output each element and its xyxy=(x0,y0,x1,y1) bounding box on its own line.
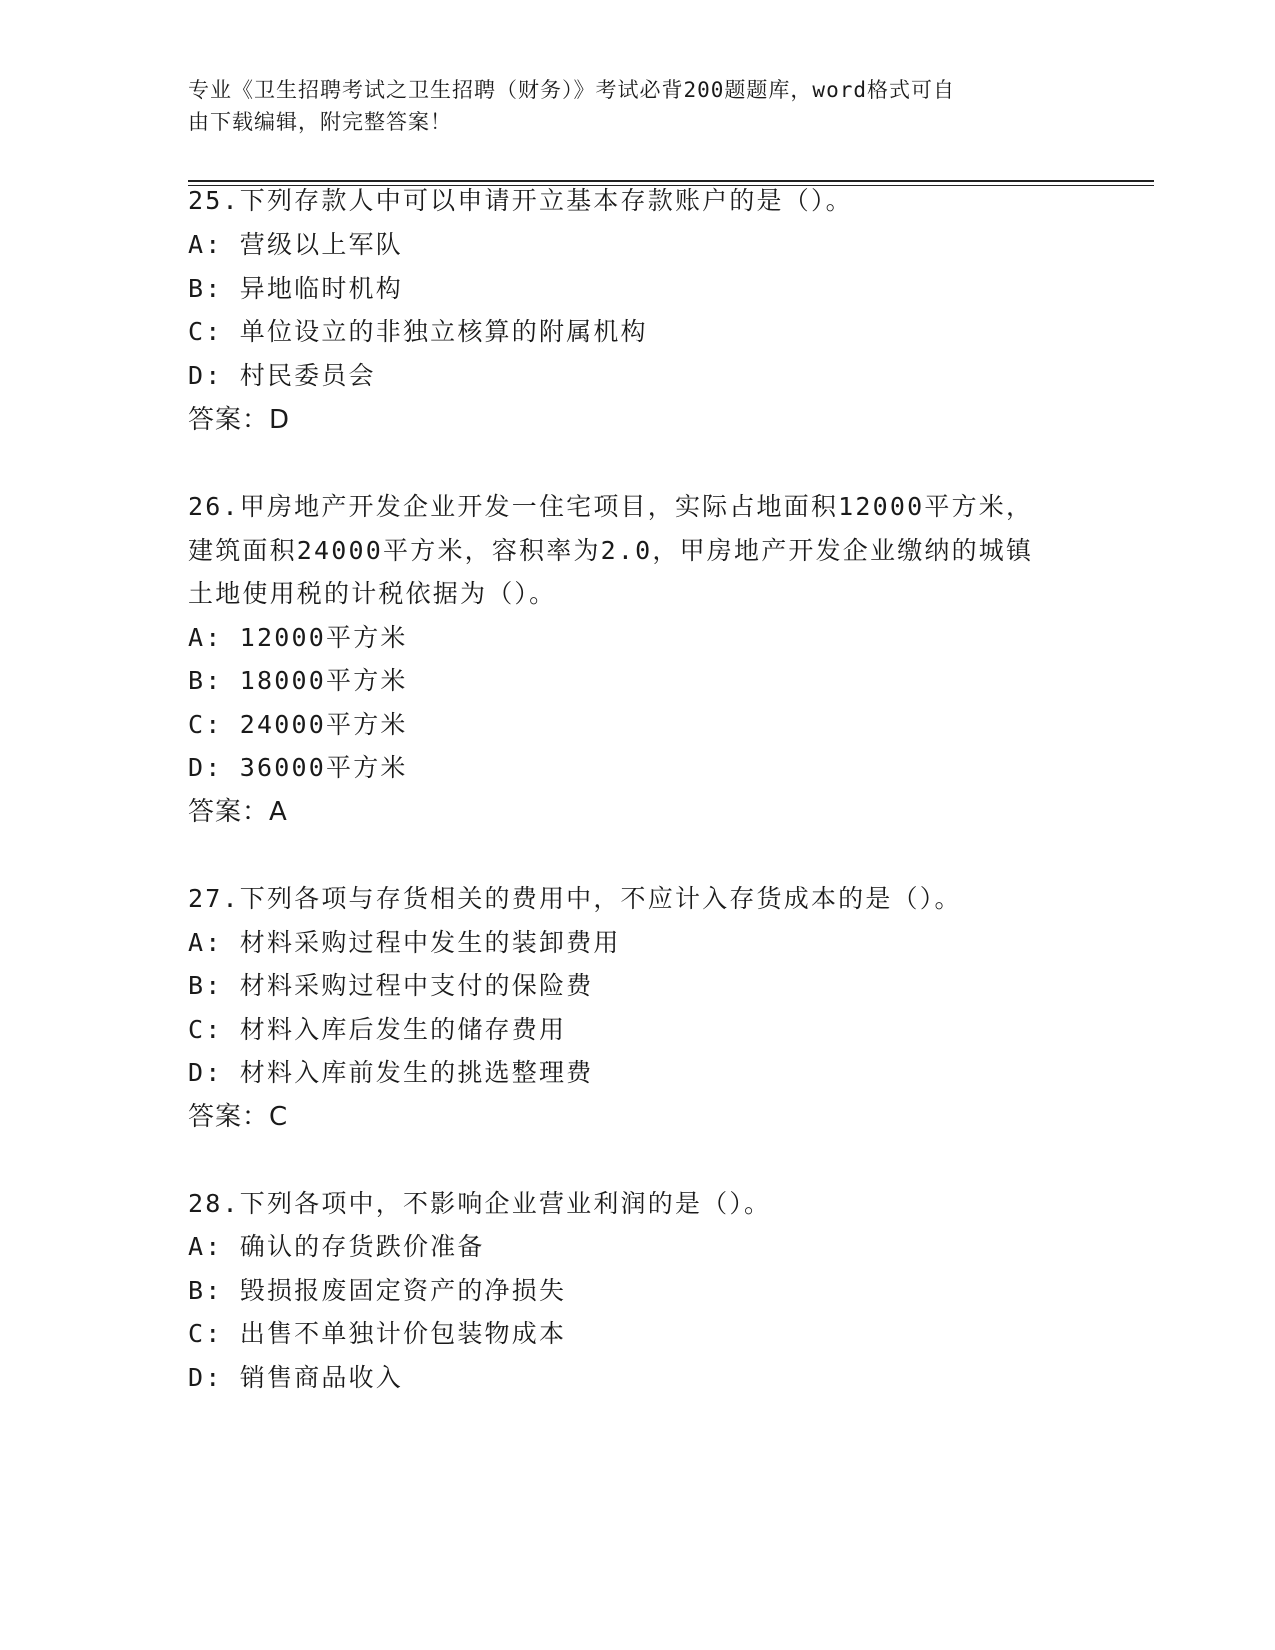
question-26-stem-line-3: 土地使用税的计税依据为（）。 xyxy=(188,579,557,608)
question-27-option-d: D: 材料入库前发生的挑选整理费 xyxy=(188,1058,594,1087)
question-25-answer: 答案：D xyxy=(188,405,291,435)
question-28-stem: 28.下列各项中，不影响企业营业利润的是（）。 xyxy=(188,1189,772,1218)
question-26-stem-line-2: 建筑面积24000平方米，容积率为2.0，甲房地产开发企业缴纳的城镇 xyxy=(188,536,1034,565)
question-26-option-b: B: 18000平方米 xyxy=(188,666,408,695)
question-28-option-c: C: 出售不单独计价包装物成本 xyxy=(188,1319,567,1348)
question-25-stem: 25.下列存款人中可以申请开立基本存款账户的是（）。 xyxy=(188,186,853,215)
question-27-option-b: B: 材料采购过程中支付的保险费 xyxy=(188,971,594,1000)
question-26-stem-line-1: 26.甲房地产开发企业开发一住宅项目，实际占地面积12000平方米， xyxy=(188,492,1034,521)
question-26-option-c: C: 24000平方米 xyxy=(188,710,408,739)
question-27-stem: 27.下列各项与存货相关的费用中，不应计入存货成本的是（）。 xyxy=(188,884,962,913)
question-25-option-a: A: 营级以上军队 xyxy=(188,230,403,259)
header-line-2: 由下载编辑，附完整答案！ xyxy=(188,110,452,134)
question-27-option-c: C: 材料入库后发生的储存费用 xyxy=(188,1015,567,1044)
header-line-1: 专业《卫生招聘考试之卫生招聘（财务）》考试必背200题题库，word格式可自 xyxy=(188,78,955,102)
question-26-option-d: D: 36000平方米 xyxy=(188,753,408,782)
question-25-option-b: B: 异地临时机构 xyxy=(188,274,403,303)
question-28-option-d: D: 销售商品收入 xyxy=(188,1363,403,1392)
header-divider-top xyxy=(188,180,1154,182)
document-header xyxy=(188,74,1068,138)
question-27-answer: 答案：C xyxy=(188,1102,289,1132)
question-26-option-a: A: 12000平方米 xyxy=(188,623,408,652)
question-27-option-a: A: 材料采购过程中发生的装卸费用 xyxy=(188,928,621,957)
question-28-option-b: B: 毁损报废固定资产的净损失 xyxy=(188,1276,567,1305)
question-28-option-a: A: 确认的存货跌价准备 xyxy=(188,1232,485,1261)
question-25-option-c: C: 单位设立的非独立核算的附属机构 xyxy=(188,317,648,346)
question-25-option-d: D: 村民委员会 xyxy=(188,361,376,390)
question-26-answer: 答案：A xyxy=(188,797,288,827)
